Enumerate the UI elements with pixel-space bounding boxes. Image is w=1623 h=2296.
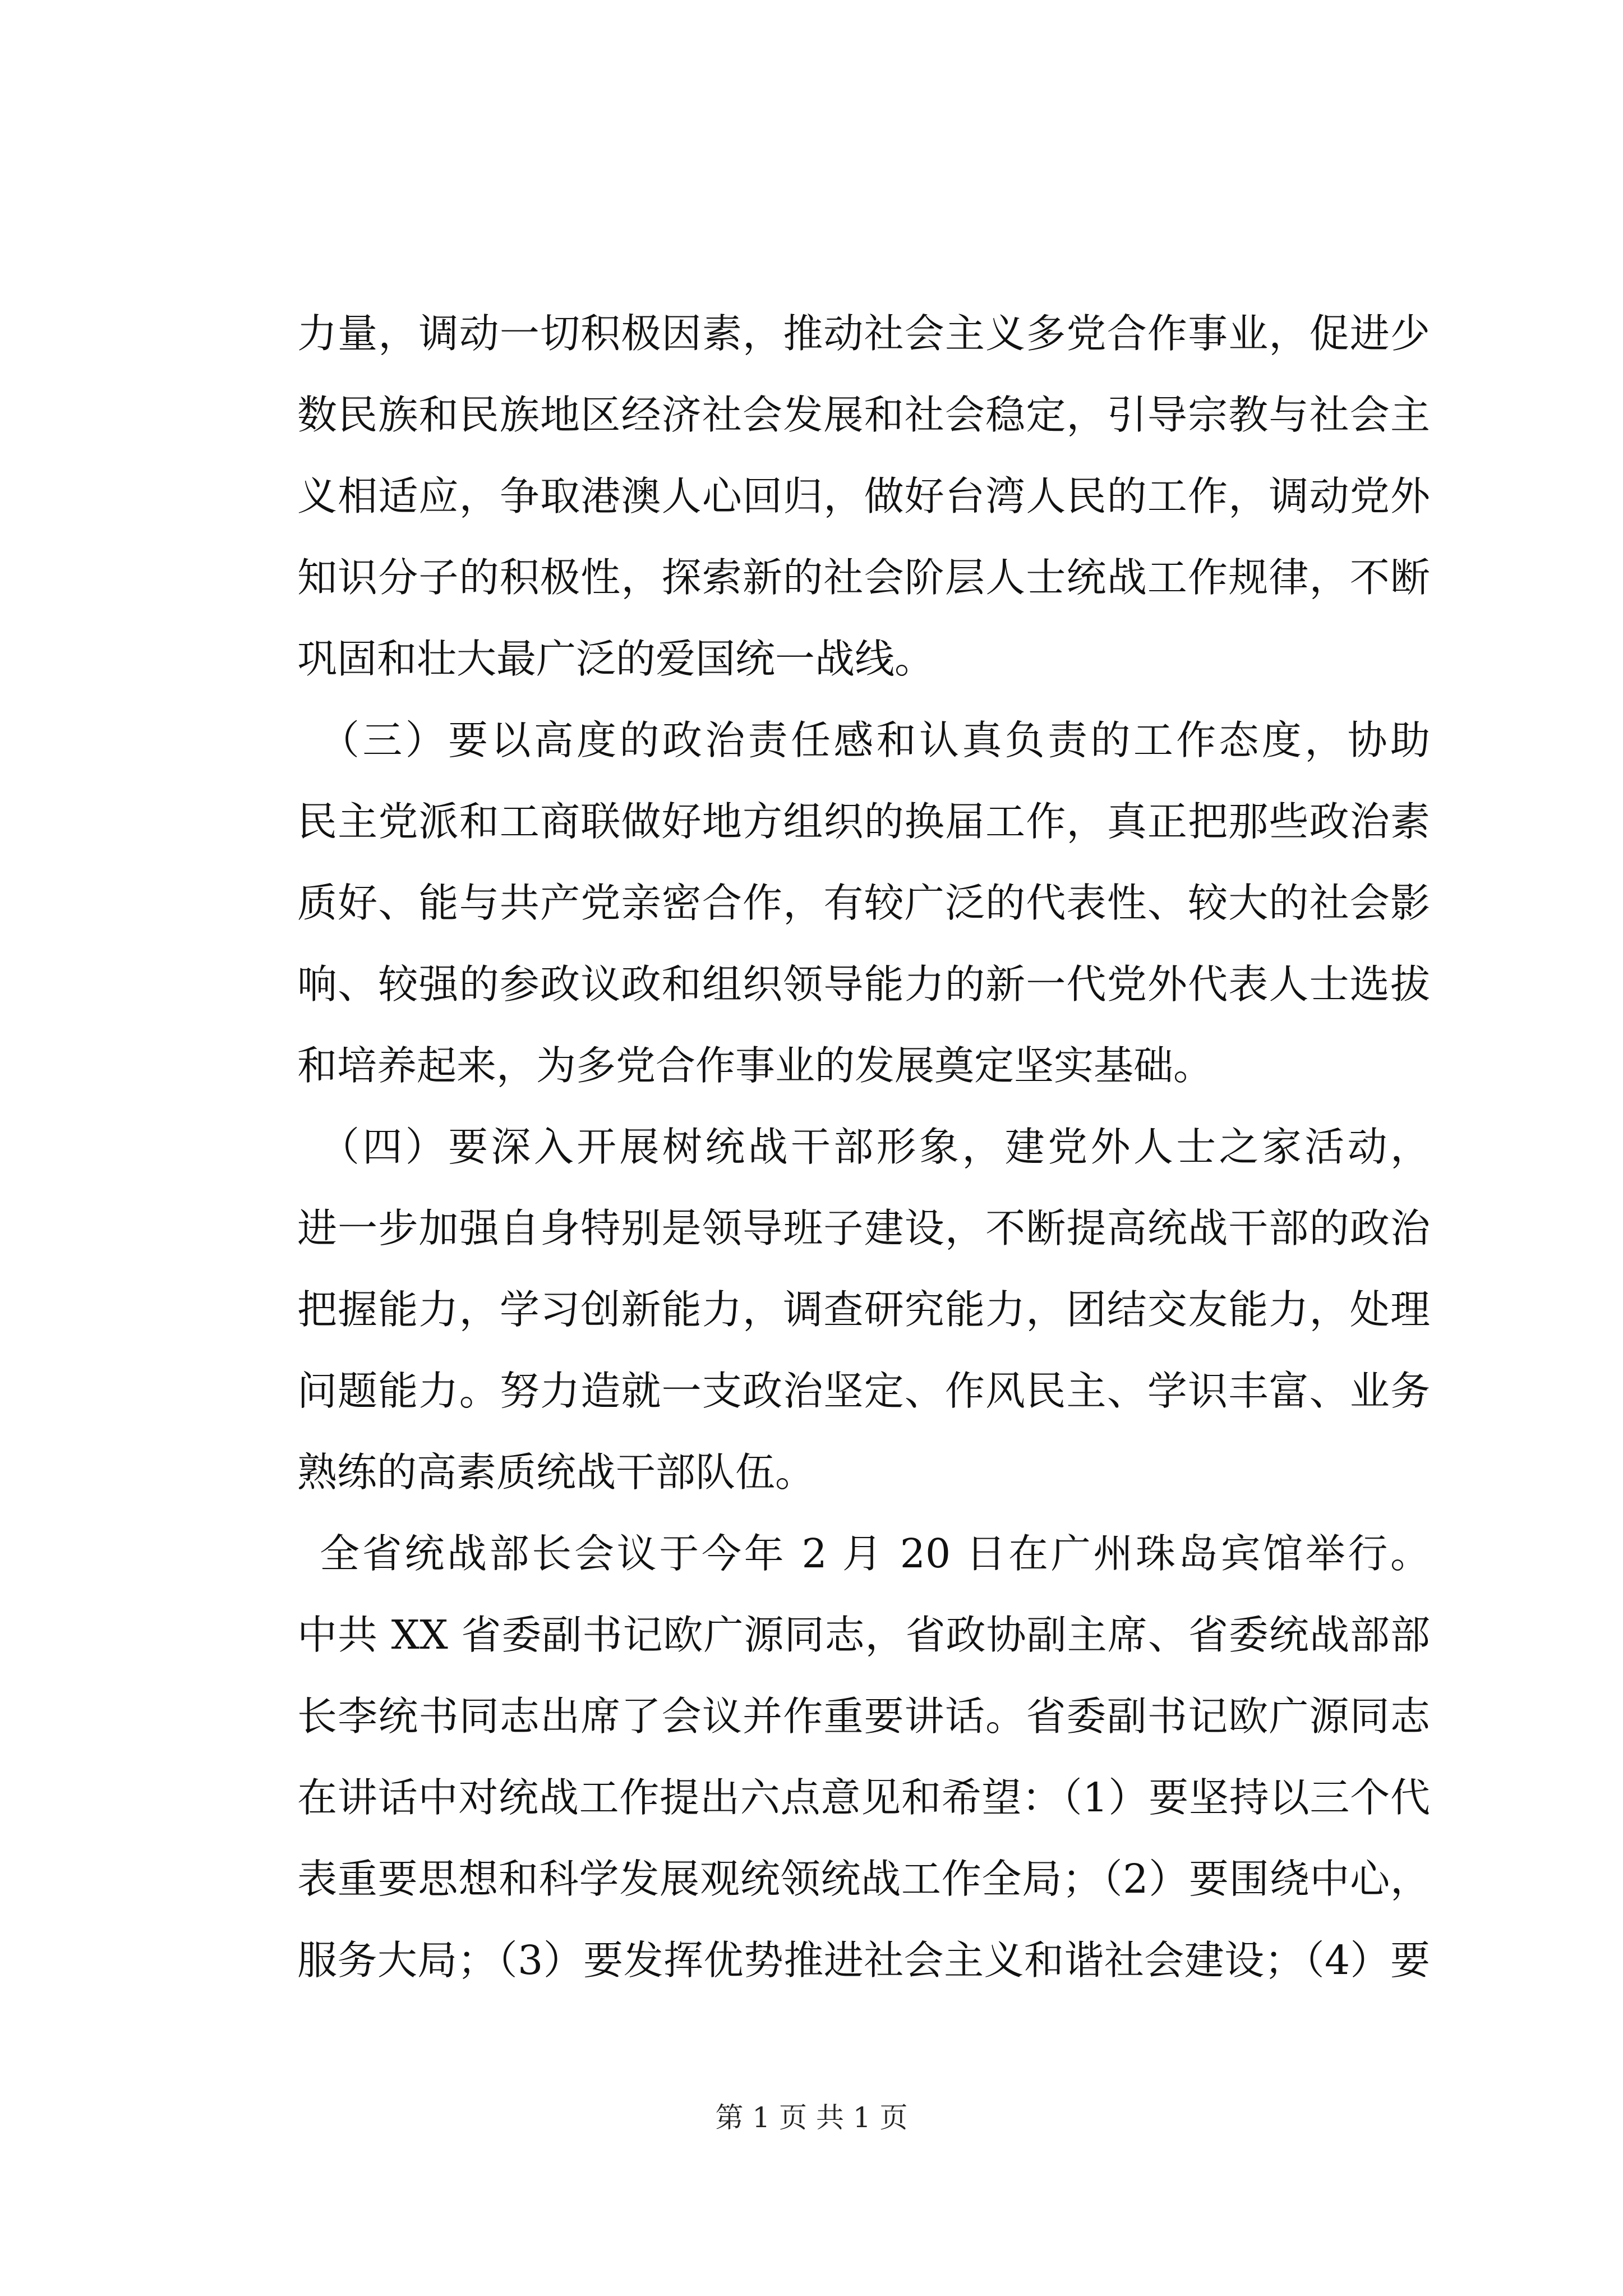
paragraph-first-line: （三）要以高度的政治责任感和认真负责的工作态度，协助 [320,717,1430,763]
text-line: 知识分子的积极性，探索新的社会阶层人士统战工作规律，不断 [297,554,1430,601]
paragraph-first-line: （四）要深入开展树统战干部形象，建党外人士之家活动， [320,1124,1430,1170]
text-line: 进一步加强自身特别是领导班子建设，不断提高统战干部的政治 [297,1205,1430,1251]
text-line: 力量，调动一切积极因素，推动社会主义多党合作事业，促进少 [297,310,1430,357]
page-number-footer: 第 1 页 共 1 页 [715,2101,908,2134]
text-line: 民主党派和工商联做好地方组织的换届工作，真正把那些政治素 [297,798,1430,845]
text-line: 表重要思想和科学发展观统领统战工作全局；（2）要围绕中心， [297,1856,1430,1902]
text-line: 巩固和壮大最广泛的爱国统一战线。 [297,636,935,682]
text-line: 服务大局；（3）要发挥优势推进社会主义和谐社会建设；（4）要 [297,1937,1430,1984]
text-line: 义相适应，争取港澳人心回归，做好台湾人民的工作，调动党外 [297,473,1430,519]
paragraph-first-line: 全省统战部长会议于今年 2 月 20 日在广州珠岛宾馆举行。 [320,1530,1430,1577]
text-line: 问题能力。努力造就一支政治坚定、作风民主、学识丰富、业务 [297,1368,1430,1414]
text-line: 和培养起来，为多党合作事业的发展奠定坚实基础。 [297,1042,1214,1089]
text-line: 响、较强的参政议政和组织领导能力的新一代党外代表人士选拔 [297,961,1430,1007]
text-line: 在讲话中对统战工作提出六点意见和希望：（1）要坚持以三个代 [297,1774,1430,1821]
text-line: 把握能力，学习创新能力，调查研究能力，团结交友能力，处理 [297,1286,1430,1333]
text-line: 质好、能与共产党亲密合作，有较广泛的代表性、较大的社会影 [297,880,1430,926]
text-line: 数民族和民族地区经济社会发展和社会稳定，引导宗教与社会主 [297,392,1430,438]
text-line: 中共 XX 省委副书记欧广源同志，省政协副主席、省委统战部部 [297,1612,1430,1658]
text-line: 长李统书同志出席了会议并作重要讲话。省委副书记欧广源同志 [297,1693,1430,1740]
text-line: 熟练的高素质统战干部队伍。 [297,1449,815,1496]
